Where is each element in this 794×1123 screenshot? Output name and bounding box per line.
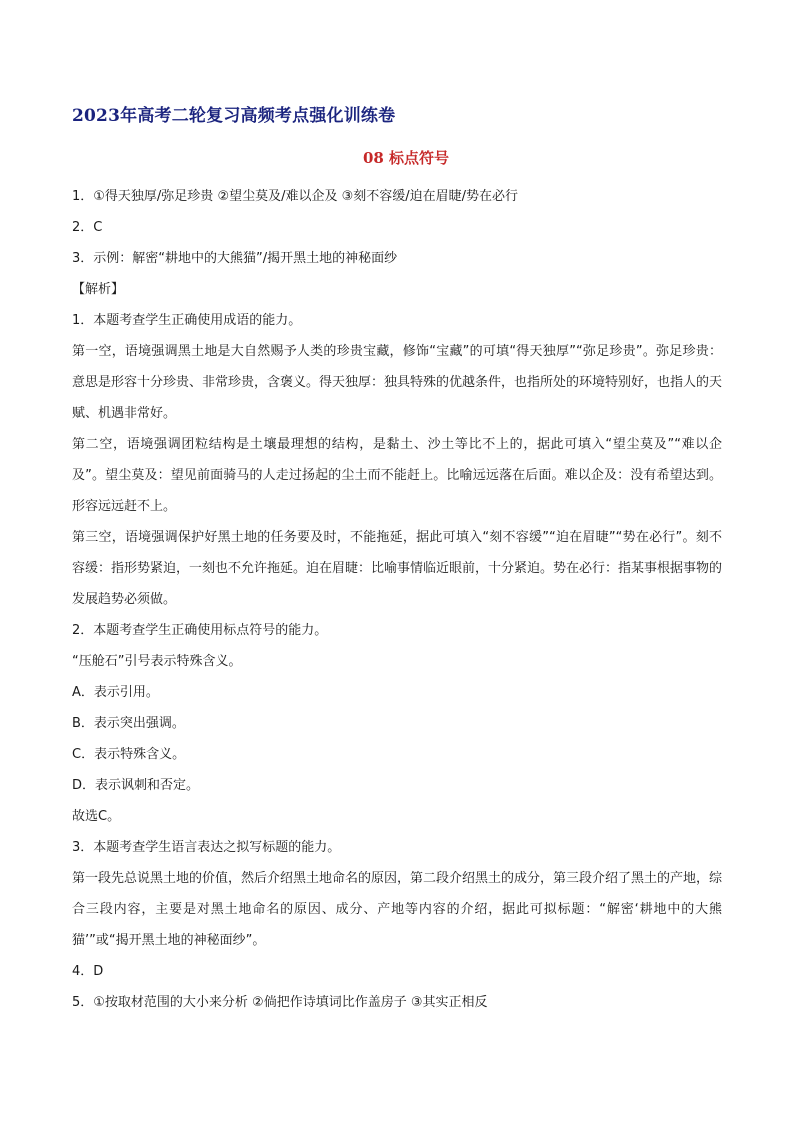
q1-paragraph-3: 第三空，语境强调保护好黑土地的任务要及时，不能拖延，据此可填入“刻不容缓”“迫在眉睫”“势在必行”。刻不容缓：指形势紧迫，一刻也不允许拖延。迫在眉睫：比喻事情临近眼前，十分紧迫。势在必行：指某事根据事物的发展趋势必须做。 bbox=[72, 530, 723, 607]
section-subtitle: 08 标点符号 bbox=[362, 149, 450, 167]
answer-3: 3．示例：解密“耕地中的大熊猫”/揭开黑土地的神秘面纱 bbox=[72, 251, 398, 266]
answer-1: 1．①得天独厚/弥足珍贵 ②望尘莫及/难以企及 ③刻不容缓/迫在眉睫/势在必行 bbox=[72, 189, 519, 204]
q1-intro: 1．本题考查学生正确使用成语的能力。 bbox=[72, 313, 302, 328]
q3-paragraph-1: 第一段先总说黑土地的价值，然后介绍黑土地命名的原因，第二段介绍黑土的成分，第三段介绍了黑土的产地，综合三段内容，主要是对黑土地命名的原因、成分、产地等内容的介绍，据此可拟标题：“解密‘耕地中的大熊猫’”或“揭开黑土地的神秘面纱”。 bbox=[72, 871, 723, 948]
answer-body bbox=[72, 181, 722, 1018]
document-title: 2023年高考二轮复习高频考点强化训练卷 bbox=[72, 106, 396, 126]
q2-intro: 2．本题考查学生正确使用标点符号的能力。 bbox=[72, 623, 328, 638]
q2-option-d: D．表示讽刺和否定。 bbox=[72, 778, 200, 793]
q2-option-b: B．表示突出强调。 bbox=[72, 716, 185, 731]
analysis-label: 【解析】 bbox=[72, 282, 125, 297]
answer-5: 5．①按取材范围的大小来分析 ②倘把作诗填词比作盖房子 ③其实正相反 bbox=[72, 995, 488, 1010]
q2-conclusion: 故选C。 bbox=[72, 809, 121, 824]
answer-4: 4．D bbox=[72, 964, 104, 979]
q3-intro: 3．本题考查学生语言表达之拟写标题的能力。 bbox=[72, 840, 341, 855]
answer-2: 2．C bbox=[72, 220, 103, 235]
q2-option-c: C．表示特殊含义。 bbox=[72, 747, 186, 762]
q1-paragraph-1: 第一空，语境强调黑土地是大自然赐予人类的珍贵宝藏，修饰“宝藏”的可填“得天独厚”“弥足珍贵”。弥足珍贵：意思是形容十分珍贵、非常珍贵，含褒义。得天独厚：独具特殊的优越条件，也指所处的环境特别好，也指人的天赋、机遇非常好。 bbox=[72, 344, 723, 421]
q2-option-a: A．表示引用。 bbox=[72, 685, 159, 700]
q1-paragraph-2: 第二空，语境强调团粒结构是土壤最理想的结构，是黏土、沙土等比不上的，据此可填入“望尘莫及”“难以企及”。望尘莫及：望见前面骑马的人走过扬起的尘土而不能赶上。比喻远远落在后面。难以企及：没有希望达到。形容远远赶不上。 bbox=[72, 437, 722, 514]
q2-stem: “压舱石”引号表示特殊含义。 bbox=[72, 654, 242, 669]
